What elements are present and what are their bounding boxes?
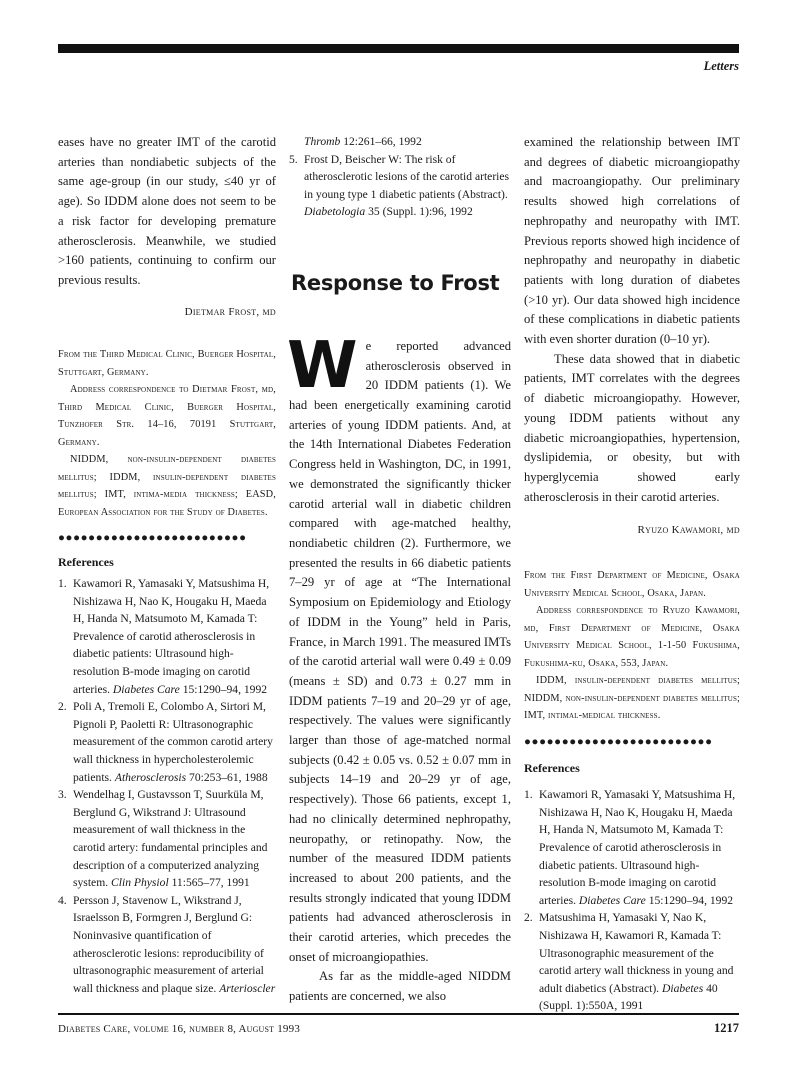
affiliation-from: From the Third Medical Clinic, Buerger Hospital, Stuttgart, Germany. xyxy=(58,349,276,378)
column-middle xyxy=(289,133,511,1007)
affiliation-address: Address correspondence to Ryuzo Kawamori, md, First Department of Medicine, Osaka University Medical School, 1-1-50 Fukushima, Fukushima-ku, Osaka, 553, Japan. xyxy=(524,605,740,669)
running-head: Letters xyxy=(703,59,739,73)
reference-list-continued xyxy=(289,133,511,221)
affiliation-block xyxy=(524,567,740,725)
affiliation-abbreviations: NIDDM, non-insulin-dependent diabetes mellitus; IDDM, insulin-dependent diabetes mellitus; IMT, intima-media thickness; EASD, European Association for the Study of Diabetes. xyxy=(58,454,276,518)
reference-item: 4. Persson J, Stavenow L, Wikstrand J, Israelsson B, Formgren J, Berglund G: Noninvasive quantification of atherosclerotic lesions: reproducibility of ultrasonographic measurement of arterial wall thickness and plaque size. Arterioscler xyxy=(58,893,276,995)
signature-frost: Dietmar Frost, md xyxy=(184,305,276,318)
reference-item: 5. Frost D, Beischer W: The risk of atherosclerotic lesions of the carotid arteries in young type 1 diabetic patients (Abstract). Diabetologia 35 (Suppl. 1):96, 1992 xyxy=(289,152,510,219)
reference-item: 2. Poli A, Tremoli E, Colombo A, Sirtori M, Pignoli P, Paoletti R: Ultrasonographic measurement of the common carotid artery wall thickness in hypercholesterolemic patients. Atherosclerosis 70:253–61, 1988 xyxy=(58,700,273,784)
references-heading: References xyxy=(58,555,114,570)
article-title: Response to Frost xyxy=(291,270,500,295)
section-divider-dots: ●●●●●●●●●●●●●●●●●●●●●●●●● xyxy=(58,532,247,545)
drop-cap: W xyxy=(287,328,358,403)
reference-item: 3. Wendelhag I, Gustavsson T, Suurküla M, Berglund G, Wikstrand J: Ultrasound measurement of wall thickness in the carotid artery: fundamental principles and description of a computerized analyzing system. Clin Physiol 11:565–77, 1991 xyxy=(58,788,268,890)
letter-closing-paragraph: eases have no greater IMT of the carotid arteries than nondiabetic subjects of the same age-group (in our study, ≤40 yr of age). So IDDM alone does not seem to be a risk factor for developing premature atherosclerosis. Meanwhile, we studied >160 patients, continuing to confirm our previous results. xyxy=(58,135,276,287)
signature-kawamori: Ryuzo Kawamori, md xyxy=(637,524,740,537)
affiliation-address: Address correspondence to Dietmar Frost, md, Third Medical Clinic, Buerger Hospital, Tunzhofer Str. 14–16, 70191 Stuttgart, Germany. xyxy=(58,384,276,448)
response-paragraph-3: examined the relationship between IMT and degrees of diabetic microangiopathy and macroangiopathy. Our preliminary results showed high correlations of nephropathy and neuropathy with IMT. Previous reports showed high incidence of nephropathy and neuropathy in diabetic patients with long duration of diabetes (>10 yr). Our data showed high incidence of these complications in diabetic patients with even shorter duration (0–10 yr). xyxy=(524,135,740,347)
footer-rule xyxy=(58,1013,739,1015)
reference-continuation: Thromb 12:261–66, 1992 xyxy=(304,135,422,148)
affiliation-abbreviations: IDDM, insulin-dependent diabetes mellitus; NIDDM, non-insulin-dependent diabetes mellitus; IMT, intimal-medical thickness. xyxy=(524,675,740,722)
reference-item: 2. Matsushima H, Yamasaki Y, Nao K, Nishizawa H, Kawamori R, Kamada T: Ultrasonographic measurement of the carotid artery wall thickness in young and adult diabetics (Abstract). Diabetes 40 (Suppl. 1):550A, 1991 xyxy=(524,911,734,1013)
affiliation-block xyxy=(58,346,276,521)
response-paragraph-1: e reported advanced atherosclerosis observed in 20 IDDM patients (1). We had been energetically examining carotid arteries of young IDDM patients. And, at the 14th International Diabetes Federation Congress held in Washington, DC, in 1991, we demonstrated the significantly thicker carotid arterial wall in diabetic children compared with age-matched healthy, nondiabetic children (2). Furthermore, we presented the results in 66 diabetic patients 7–29 yr of age at “The International Symposium on Epidemiology and Etiology of IDDM in the Young” held in Paris, France, in March 1991. The measured IMTs of the carotid arterial wall were 0.49 ± 0.09 (means ± SD) and 0.73 ± 0.27 mm in IDDM patients 7–19 and 20–29 yr of age, respectively. The values were significantly larger than those of age-matched normal subjects (0.42 ± 0.05 vs. 0.52 ± 0.07 mm in subjects 14–19 and 20–29 yr of age, respectively). Those 66 patients, except 1, had no clinically determined nephropathy, neuropathy, or retinopathy. Now, the number of the measured IDDM patients increased to about 200 patients, and the results strongly indicated that young IDDM patients had advanced atherosclerosis in their carotid arteries, which precedes the onset of microangiopathies. xyxy=(289,338,512,964)
reference-list xyxy=(58,575,276,997)
references-heading: References xyxy=(524,760,580,775)
page-number: 1217 xyxy=(714,1021,739,1035)
affiliation-from: From the First Department of Medicine, Osaka University Medical School, Osaka, Japan. xyxy=(524,570,740,599)
column-right xyxy=(524,133,740,1015)
section-divider-dots: ●●●●●●●●●●●●●●●●●●●●●●●●● xyxy=(524,735,713,748)
response-body xyxy=(287,328,512,1007)
column-left xyxy=(58,133,276,997)
response-paragraph-2: As far as the middle-aged NIDDM patients are concerned, we also xyxy=(289,969,511,1004)
reference-list xyxy=(524,786,740,1015)
response-paragraph-4: These data showed that in diabetic patients, IMT correlates with the degrees of diabetic microangiopathy. However, young IDDM patients without any diabetic microangiopathies, hypertension, dyslipidemia, or obesity, but with hyperglycemia showed early atherosclerosis in their carotid arteries. xyxy=(524,351,740,504)
footer-journal-citation: Diabetes Care, volume 16, number 8, August 1993 xyxy=(58,1023,301,1035)
header-rule xyxy=(58,44,739,53)
reference-item: 1. Kawamori R, Yamasaki Y, Matsushima H, Nishizawa H, Nao K, Hougaku H, Maeda H, Handa N, Matsumoto M, Kamada T: Prevalence of carotid atherosclerosis in diabetic patients. Ultrasound high-resolution B-mode imaging on carotid arteries. Diabetes Care 15:1290–94, 1992 xyxy=(524,788,736,907)
reference-item: 1. Kawamori R, Yamasaki Y, Matsushima H, Nishizawa H, Nao K, Hougaku H, Maeda H, Handa N, Matsumoto M, Kamada T: Prevalence of carotid atherosclerosis in diabetic patients: Ultrasound high-resolution B-mode imaging on carotid arteries. Diabetes Care 15:1290–94, 1992 xyxy=(58,577,270,696)
